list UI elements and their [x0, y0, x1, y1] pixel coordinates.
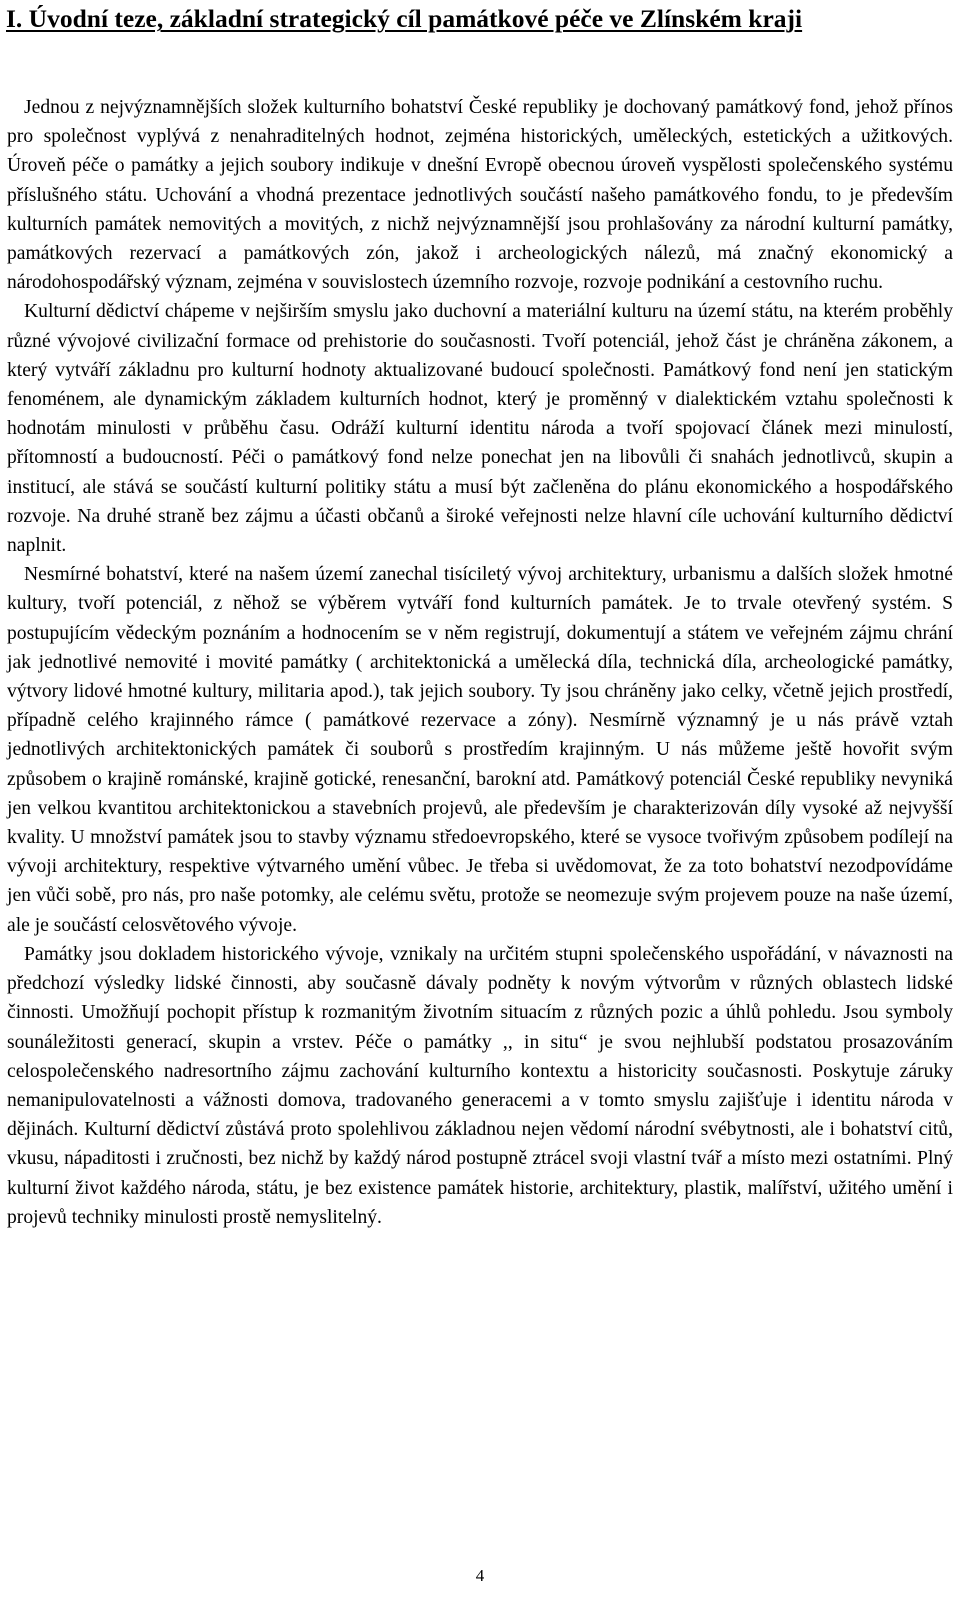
body-text — [7, 93, 953, 1232]
page-number: 4 — [475, 1566, 485, 1585]
paragraph-1: Jednou z nejvýznamnějších složek kulturního bohatství České republiky je dochovaný památkový fond, jehož přínos pro společnost vyplývá z nenahraditelných hodnot, zejména historických, uměleckých, estetických a užitkových. Úroveň péče o památky a jejich soubory indikuje v dnešní Evropě obecnou úroveň vyspělosti společenského systému příslušného státu. Uchování a vhodná prezentace jednotlivých součástí našeho památkového fondu, to je především kulturních památek nemovitých a movitých, z nichž nejvýznamnější jsou prohlašovány za národní kulturní památky, památkových rezervací a památkových zón, jakož i archeologických nálezů, má značný ekonomický a národohospodářský význam, zejména v souvislostech územního rozvoje, rozvoje podnikání a cestovního ruchu. — [7, 97, 953, 294]
paragraph-2: Kulturní dědictví chápeme v nejširším smyslu jako duchovní a materiální kulturu na území státu, na kterém proběhly různé vývojové civilizační formace od prehistorie do současnosti. Tvoří potenciál, jehož část je chráněna zákonem, a který vytváří základnu pro kulturní hodnoty aktualizované budoucí společnosti. Památkový fond není jen statickým fenoménem, ale dynamickým základem kulturních hodnot, který je proměnný v dialektickém vztahu společnosti k hodnotám minulosti v průběhu času. Odráží kulturní identitu národa a tvoří spojovací článek mezi minulostí, přítomností a budoucností. Péči o památkový fond nelze ponechat jen na libovůli či snahách jednotlivců, skupin a institucí, ale stává se součástí kulturní politiky státu a musí být začleněna do plánu ekonomického a hospodářského rozvoje. Na druhé straně bez zájmu a účasti občanů a široké veřejnosti nelze hlavní cíle uchování kulturního dědictví naplnit. — [7, 301, 953, 557]
paragraph-3: Nesmírné bohatství, které na našem území zanechal tisíciletý vývoj architektury, urbanismu a dalších složek hmotné kultury, tvoří potenciál, z něhož se výběrem vytváří fond kulturních památek. Je to trvale otevřený systém. S postupujícím vědeckým poznáním a hodnocením se v něm registrují, dokumentují a státem ve veřejném zájmu chrání jak jednotlivé nemovité i movité památky ( architektonická a umělecká díla, technická díla, archeologické památky, výtvory lidové hmotné kultury, militaria apod.), tak jejich soubory. Ty jsou chráněny jako celky, včetně jejich prostředí, případně celého krajinného rámce ( památkové rezervace a zóny). Nesmírně významný je u nás právě vztah jednotlivých architektonických památek či souborů s prostředím krajinným. U nás můžeme ještě hovořit svým způsobem o krajině románské, krajině gotické, renesanční, barokní atd. Památkový potenciál České republiky nevyniká jen velkou kvantitou architektonickou a stavebních projevů, ale především je charakterizován díly vysoké až nejvyšší kvality. U množství památek jsou to stavby významu středoevropského, které se vysoce tvořivým způsobem podílejí na vývoji architektury, respektive výtvarného umění vůbec. Je třeba si uvědomovat, že za toto bohatství nezodpovídáme jen vůči sobě, pro nás, pro naše potomky, ale celému světu, protože se neomezuje svým projevem pouze na naše území, ale je součástí celosvětového vývoje. — [7, 564, 953, 936]
section-heading: I. Úvodní teze, základní strategický cíl památkové péče ve Zlínském kraji — [6, 4, 803, 33]
paragraph-4: Památky jsou dokladem historického vývoje, vznikaly na určitém stupni společenského uspořádání, v návaznosti na předchozí výsledky lidské činnosti, aby současně dávaly podněty k novým výtvorům v různých oblastech lidské činnosti. Umožňují pochopit přístup k rozmanitým životním situacím z různých pozic a úhlů pohledu. Jsou symboly sounáležitosti generací, skupin a vrstev. Péče o památky ,, in situ“ je svou nejhlubší podstatou prosazováním celospolečenského nadresortního zájmu zachování kulturního kontextu a historicity současnosti. Poskytuje záruky nemanipulovatelnosti a vážnosti domova, tradovaného generacemi a v tomto smyslu zajišťuje i identitu národa v dějinách. Kulturní dědictví zůstává proto spolehlivou základnou nejen vědomí národní svébytnosti, ale i bohatství citů, vkusu, nápaditosti i zručnosti, bez nichž by každý národ postupně ztrácel svoji vlastní tvář a místo mezi ostatními. Plný kulturní život každého národa, státu, je bez existence památek historie, architektury, plastik, malířství, užitého umění i projevů techniky minulosti prostě nemyslitelný. — [7, 943, 953, 1228]
